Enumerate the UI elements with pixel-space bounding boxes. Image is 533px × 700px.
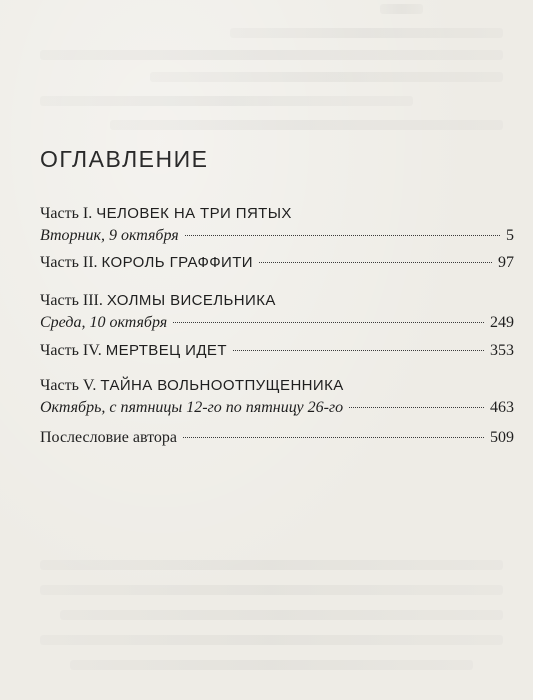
bleed-through-line [40,560,503,570]
leader-dots [173,322,484,323]
part-title: МЕРТВЕЦ ИДЕТ [105,342,227,359]
bleed-through-line [40,585,503,595]
bleed-through-line [230,28,503,38]
toc-entry[interactable] [40,375,514,419]
leader-dots [233,350,484,351]
bleed-through-line [70,660,473,670]
toc-entry[interactable] [40,290,514,334]
leader-dots [183,437,484,438]
toc-entry-heading [40,252,514,274]
toc-entry-heading [40,290,514,312]
part-subtitle: Октябрь, с пятницы 12-го по пятницу 26-го [40,399,344,416]
leader-dots [349,407,484,408]
part-label: Часть III. [40,292,103,309]
leader-dots [259,262,492,263]
toc-entry-subtitle-row [40,225,514,247]
page-number: 463 [490,399,514,416]
bleed-through-line [60,610,503,620]
toc-entry-heading [40,427,514,449]
part-title: ХОЛМЫ ВИСЕЛЬНИКА [106,292,276,309]
page-number: 249 [490,314,514,331]
toc-entry-heading [40,340,514,362]
part-label: Часть IV. [40,342,102,359]
toc-entry[interactable] [40,427,514,449]
bleed-through-line [380,4,423,14]
bleed-through-line [150,72,503,82]
page-number: 353 [490,342,514,359]
leader-dots [185,235,500,236]
part-label: Часть I. [40,205,93,222]
toc-entry[interactable] [40,340,514,362]
bleed-through-line [40,635,503,645]
toc-entry[interactable] [40,203,514,247]
part-title: ТАЙНА ВОЛЬНООТПУЩЕННИКА [100,377,344,394]
part-label: Часть V. [40,377,97,394]
part-title: ЧЕЛОВЕК НА ТРИ ПЯТЫХ [96,205,292,222]
part-label: Часть II. [40,254,98,271]
part-subtitle: Среда, 10 октября [40,314,168,331]
bleed-through-line [40,96,413,106]
toc-entry-subtitle-row [40,397,514,419]
bleed-through-line [40,50,503,60]
toc-entry[interactable] [40,252,514,274]
page-number: 509 [490,429,514,446]
part-subtitle: Вторник, 9 октября [40,227,179,244]
toc-entry-heading [40,203,514,225]
afterword-title: Послесловие автора [40,429,177,446]
toc-entry-heading [40,375,514,397]
toc-entry-subtitle-row [40,312,514,334]
bleed-through-line [110,120,503,130]
page-number: 97 [498,254,514,271]
page-number: 5 [506,227,514,244]
toc-heading: ОГЛАВЛЕНИЕ [40,146,209,172]
part-title: КОРОЛЬ ГРАФФИТИ [101,254,253,271]
